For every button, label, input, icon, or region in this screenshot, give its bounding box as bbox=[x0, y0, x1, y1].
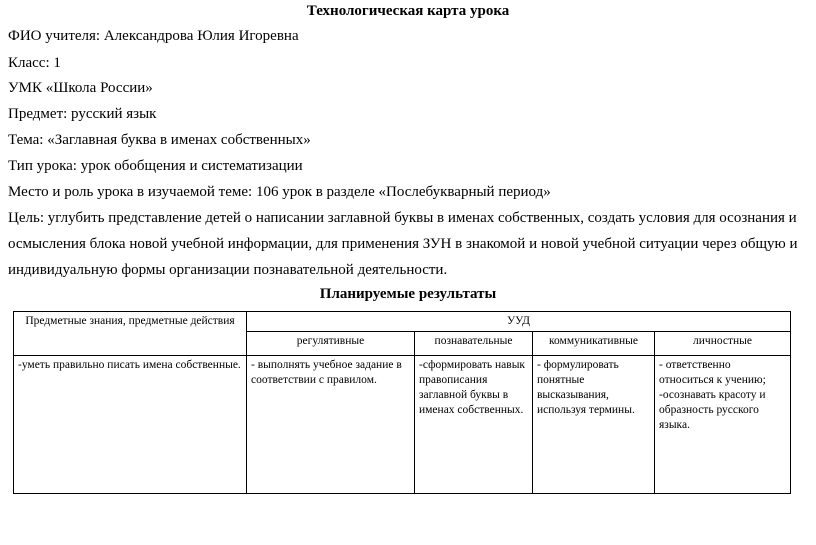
header-personal: личностные bbox=[655, 332, 791, 356]
subject-line: Предмет: русский язык bbox=[8, 106, 157, 122]
header-communicative: коммуникативные bbox=[533, 332, 655, 356]
header-cognitive: познавательные bbox=[415, 332, 533, 356]
goal-line-2: осмысления блока новой учебной информации, для применения ЗУН в знакомой и новой учебной ситуации через общую и bbox=[8, 236, 798, 252]
document-title: Технологическая карта урока bbox=[306, 3, 510, 19]
results-table bbox=[13, 311, 791, 494]
topic-line: Тема: «Заглавная буква в именах собственных» bbox=[8, 132, 311, 148]
table-row bbox=[14, 356, 791, 494]
header-regulatory: регулятивные bbox=[247, 332, 415, 356]
table-header-row bbox=[14, 312, 791, 332]
lesson-place-line: Место и роль урока в изучаемой теме: 106 урок в разделе «Послебукварный период» bbox=[8, 184, 551, 200]
goal-line-3: индивидуальную формы организации познавательной деятельности. bbox=[8, 262, 448, 278]
cell-subject: -уметь правильно писать имена собственные. bbox=[14, 356, 247, 494]
lesson-type-line: Тип урока: урок обобщения и систематизации bbox=[8, 158, 303, 174]
class-line: Класс: 1 bbox=[8, 55, 61, 71]
header-uud: УУД bbox=[247, 312, 791, 332]
teacher-name-line: ФИО учителя: Александрова Юлия Игоревна bbox=[8, 28, 299, 44]
cell-personal: - ответственно относиться к учению; -осознавать красоту и образность русского языка. bbox=[655, 356, 791, 494]
cell-communicative: - формулировать понятные высказывания, используя термины. bbox=[533, 356, 655, 494]
cell-cognitive: -сформировать навык правописания заглавной буквы в именах собственных. bbox=[415, 356, 533, 494]
umk-line: УМК «Школа России» bbox=[8, 80, 153, 96]
cell-regulatory: - выполнять учебное задание в соответствии с правилом. bbox=[247, 356, 415, 494]
results-heading: Планируемые результаты bbox=[319, 286, 497, 302]
header-subject-knowledge: Предметные знания, предметные действия bbox=[14, 312, 247, 356]
goal-line-1: Цель: углубить представление детей о написании заглавной буквы в именах собственных, создать условия для осознания и bbox=[8, 210, 797, 226]
